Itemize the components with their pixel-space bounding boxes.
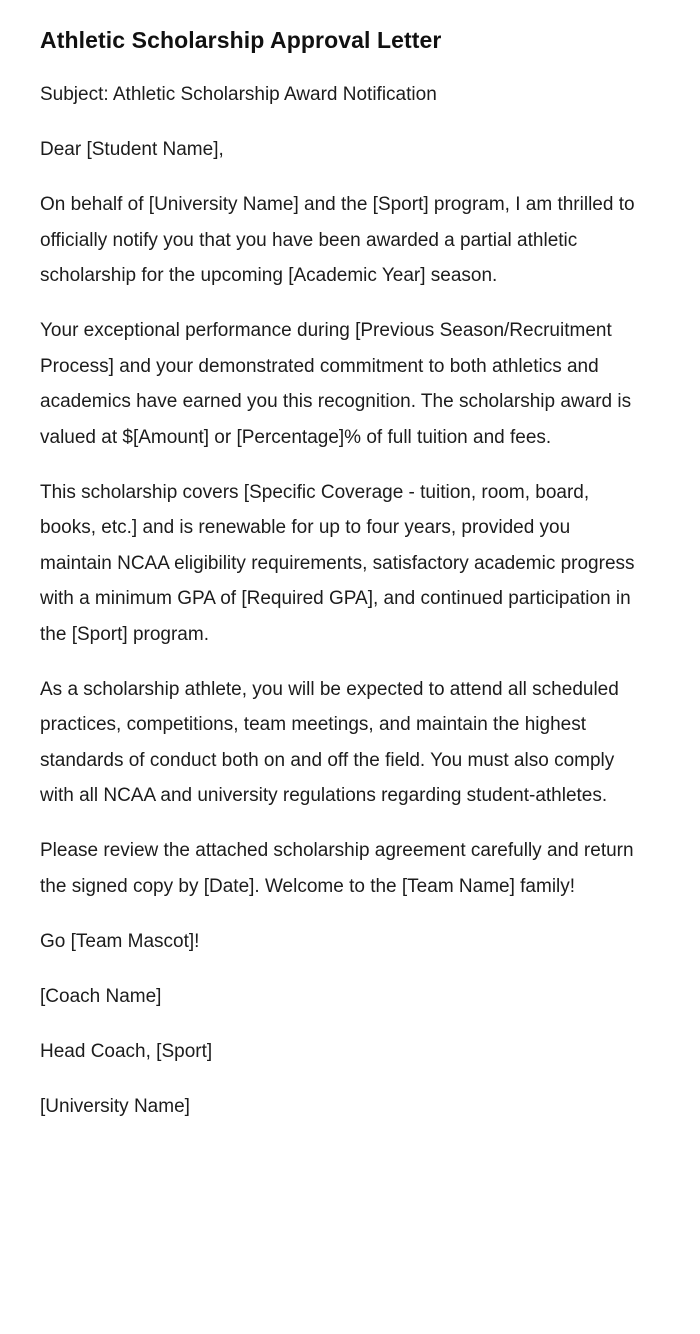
letter-paragraph: This scholarship covers [Specific Coverage - tuition, room, board, books, etc.] and is renewable for up to four years, provided you maintain NCAA eligibility requirements, satisfactory academic progress with a minimum GPA of [Required GPA], and continued participation in the [Sport] program. <box>40 481 635 645</box>
cheer-line: Go [Team Mascot]! <box>40 930 200 952</box>
letter-paragraph: As a scholarship athlete, you will be expected to attend all scheduled practices, competitions, team meetings, and maintain the highest standards of conduct both on and off the field. You must also comply with all NCAA and university regulations regarding student-athletes. <box>40 678 619 806</box>
signature-university-line: [University Name] <box>40 1095 190 1117</box>
subject-line: Subject: Athletic Scholarship Award Notification <box>40 84 437 105</box>
document-title: Athletic Scholarship Approval Letter <box>40 27 442 53</box>
letter-paragraph: Your exceptional performance during [Previous Season/Recruitment Process] and your demonstrated commitment to both athletics and academics have earned you this recognition. The scholarship award is valued at $[Amount] or [Percentage]% of full tuition and fees. <box>40 320 632 448</box>
signature-title-line: Head Coach, [Sport] <box>40 1040 213 1062</box>
salutation-line: Dear [Student Name], <box>40 139 224 160</box>
signature-name-line: [Coach Name] <box>40 985 162 1007</box>
letter-paragraph: Please review the attached scholarship agreement carefully and return the signed copy by [Date]. Welcome to the [Team Name] family! <box>40 840 634 897</box>
letter-paragraph: On behalf of [University Name] and the [Sport] program, I am thrilled to officially notify you that you have been awarded a partial athletic scholarship for the upcoming [Academic Year] season. <box>40 194 635 286</box>
